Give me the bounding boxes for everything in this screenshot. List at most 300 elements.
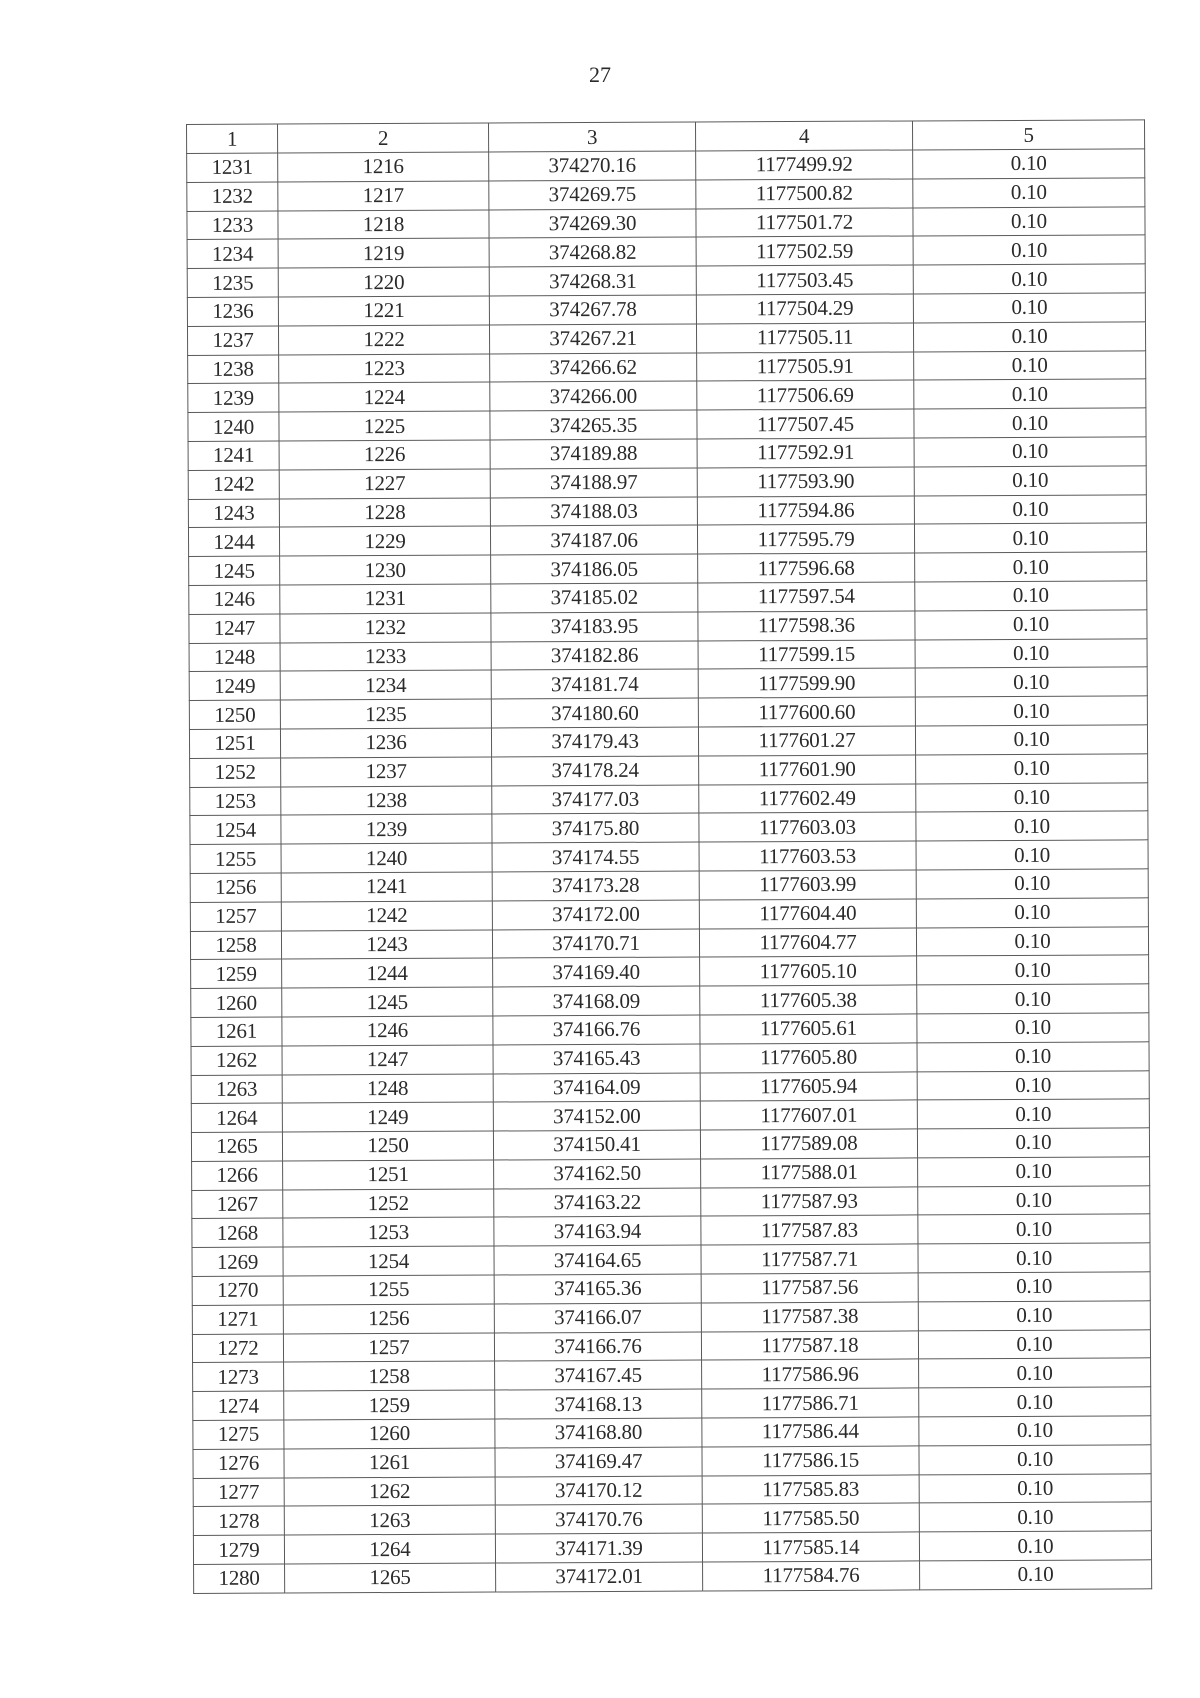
point-number-cell: 1257: [283, 1333, 494, 1363]
x-coordinate-cell: 374170.76: [495, 1504, 702, 1534]
error-cell: 0.10: [916, 926, 1148, 956]
error-cell: 0.10: [918, 1185, 1150, 1215]
error-cell: 0.10: [917, 984, 1149, 1014]
y-coordinate-cell: 1177504.29: [696, 294, 913, 324]
table-row: [190, 782, 1148, 815]
point-index-cell: 1246: [189, 585, 280, 614]
table-row: [189, 696, 1147, 729]
x-coordinate-cell: 374166.76: [494, 1332, 701, 1362]
point-index-cell: 1259: [191, 959, 282, 988]
point-index-cell: 1260: [191, 988, 282, 1017]
table-row: [190, 869, 1148, 902]
x-coordinate-cell: 374164.09: [493, 1072, 700, 1102]
point-number-cell: 1260: [284, 1419, 495, 1449]
table-row: [187, 235, 1145, 268]
y-coordinate-cell: 1177585.14: [702, 1532, 919, 1562]
table-row: [188, 494, 1146, 527]
y-coordinate-cell: 1177601.27: [698, 726, 915, 756]
y-coordinate-cell: 1177604.40: [699, 899, 916, 929]
y-coordinate-cell: 1177605.38: [700, 985, 917, 1015]
error-cell: 0.10: [917, 1128, 1149, 1158]
error-cell: 0.10: [915, 725, 1147, 755]
point-index-cell: 1248: [189, 643, 280, 672]
point-number-cell: 1216: [278, 152, 489, 182]
point-index-cell: 1239: [188, 383, 279, 412]
error-cell: 0.10: [916, 782, 1148, 812]
column-header: 3: [488, 122, 695, 152]
table-row: [188, 408, 1146, 441]
table-row: [192, 1185, 1150, 1218]
error-cell: 0.10: [914, 408, 1146, 438]
table-row: [188, 379, 1146, 412]
point-index-cell: 1256: [190, 873, 281, 902]
table-row: [190, 840, 1148, 873]
y-coordinate-cell: 1177503.45: [696, 265, 913, 295]
y-coordinate-cell: 1177603.53: [699, 841, 916, 871]
y-coordinate-cell: 1177587.18: [701, 1331, 918, 1361]
table-row: [193, 1416, 1151, 1449]
error-cell: 0.10: [913, 149, 1145, 179]
x-coordinate-cell: 374182.86: [491, 641, 698, 671]
point-index-cell: 1278: [193, 1506, 284, 1535]
point-index-cell: 1236: [187, 297, 278, 326]
error-cell: 0.10: [914, 350, 1146, 380]
error-cell: 0.10: [913, 293, 1145, 323]
y-coordinate-cell: 1177586.15: [702, 1446, 919, 1476]
y-coordinate-cell: 1177587.83: [701, 1215, 918, 1245]
point-index-cell: 1257: [190, 902, 281, 931]
y-coordinate-cell: 1177506.69: [697, 380, 914, 410]
x-coordinate-cell: 374179.43: [491, 727, 698, 757]
error-cell: 0.10: [914, 379, 1146, 409]
table-row: [192, 1214, 1150, 1247]
x-coordinate-cell: 374268.31: [489, 266, 696, 296]
point-number-cell: 1223: [279, 354, 490, 384]
x-coordinate-cell: 374268.82: [489, 237, 696, 267]
y-coordinate-cell: 1177587.93: [701, 1187, 918, 1217]
x-coordinate-cell: 374181.74: [491, 669, 698, 699]
table-row: [189, 581, 1147, 614]
y-coordinate-cell: 1177586.96: [702, 1359, 919, 1389]
x-coordinate-cell: 374186.05: [491, 554, 698, 584]
table-row: [194, 1560, 1152, 1593]
x-coordinate-cell: 374269.30: [489, 209, 696, 239]
point-number-cell: 1226: [279, 440, 490, 470]
point-number-cell: 1238: [281, 786, 492, 816]
x-coordinate-cell: 374172.00: [492, 900, 699, 930]
error-cell: 0.10: [916, 869, 1148, 899]
point-number-cell: 1240: [281, 843, 492, 873]
table-row: [193, 1387, 1151, 1420]
table-row: [191, 1042, 1149, 1075]
x-coordinate-cell: 374270.16: [489, 151, 696, 181]
x-coordinate-cell: 374167.45: [495, 1360, 702, 1390]
y-coordinate-cell: 1177605.80: [700, 1043, 917, 1073]
y-coordinate-cell: 1177585.50: [702, 1503, 919, 1533]
y-coordinate-cell: 1177605.94: [700, 1071, 917, 1101]
error-cell: 0.10: [917, 1042, 1149, 1072]
error-cell: 0.10: [914, 494, 1146, 524]
y-coordinate-cell: 1177584.76: [703, 1561, 920, 1591]
point-number-cell: 1217: [278, 181, 489, 211]
table-row: [193, 1531, 1151, 1564]
point-number-cell: 1259: [284, 1390, 495, 1420]
point-number-cell: 1251: [283, 1160, 494, 1190]
table-row: [193, 1358, 1151, 1391]
point-number-cell: 1254: [283, 1246, 494, 1276]
point-number-cell: 1221: [278, 296, 489, 326]
error-cell: 0.10: [916, 754, 1148, 784]
x-coordinate-cell: 374269.75: [489, 180, 696, 210]
x-coordinate-cell: 374165.36: [494, 1274, 701, 1304]
y-coordinate-cell: 1177603.99: [699, 870, 916, 900]
point-index-cell: 1279: [193, 1535, 284, 1564]
y-coordinate-cell: 1177588.01: [701, 1158, 918, 1188]
x-coordinate-cell: 374163.94: [494, 1216, 701, 1246]
point-index-cell: 1231: [187, 153, 278, 182]
x-coordinate-cell: 374189.88: [490, 439, 697, 469]
point-index-cell: 1237: [187, 326, 278, 355]
table-row: [191, 955, 1149, 988]
table-row: [191, 1070, 1149, 1103]
error-cell: 0.10: [914, 523, 1146, 553]
point-number-cell: 1244: [282, 958, 493, 988]
y-coordinate-cell: 1177598.36: [698, 611, 915, 641]
x-coordinate-cell: 374267.78: [489, 295, 696, 325]
point-index-cell: 1258: [190, 931, 281, 960]
error-cell: 0.10: [916, 811, 1148, 841]
table-row: [189, 638, 1147, 671]
point-index-cell: 1261: [191, 1017, 282, 1046]
x-coordinate-cell: 374170.12: [495, 1476, 702, 1506]
error-cell: 0.10: [918, 1272, 1150, 1302]
x-coordinate-cell: 374169.40: [493, 957, 700, 987]
x-coordinate-cell: 374150.41: [493, 1130, 700, 1160]
error-cell: 0.10: [913, 264, 1145, 294]
x-coordinate-cell: 374172.01: [496, 1562, 703, 1592]
x-coordinate-cell: 374183.95: [491, 612, 698, 642]
x-coordinate-cell: 374162.50: [494, 1159, 701, 1189]
point-index-cell: 1247: [189, 614, 280, 643]
point-index-cell: 1276: [193, 1449, 284, 1478]
point-index-cell: 1271: [192, 1305, 283, 1334]
point-number-cell: 1229: [279, 526, 490, 556]
point-number-cell: 1252: [283, 1189, 494, 1219]
y-coordinate-cell: 1177500.82: [696, 179, 913, 209]
error-cell: 0.10: [919, 1473, 1151, 1503]
table-row: [192, 1157, 1150, 1190]
y-coordinate-cell: 1177587.38: [701, 1302, 918, 1332]
y-coordinate-cell: 1177585.83: [702, 1475, 919, 1505]
point-index-cell: 1267: [192, 1190, 283, 1219]
table-row: [193, 1445, 1151, 1478]
point-index-cell: 1233: [187, 211, 278, 240]
point-number-cell: 1224: [279, 382, 490, 412]
error-cell: 0.10: [919, 1445, 1151, 1475]
point-number-cell: 1250: [282, 1131, 493, 1161]
y-coordinate-cell: 1177587.56: [701, 1273, 918, 1303]
error-cell: 0.10: [915, 552, 1147, 582]
x-coordinate-cell: 374163.22: [494, 1188, 701, 1218]
x-coordinate-cell: 374188.03: [490, 497, 697, 527]
error-cell: 0.10: [919, 1502, 1151, 1532]
point-number-cell: 1232: [280, 613, 491, 643]
error-cell: 0.10: [915, 581, 1147, 611]
x-coordinate-cell: 374175.80: [492, 813, 699, 843]
error-cell: 0.10: [918, 1157, 1150, 1187]
point-index-cell: 1270: [192, 1276, 283, 1305]
x-coordinate-cell: 374185.02: [491, 583, 698, 613]
table-row: [189, 725, 1147, 758]
point-number-cell: 1227: [279, 469, 490, 499]
table-row: [191, 1099, 1149, 1132]
point-index-cell: 1280: [194, 1564, 285, 1593]
y-coordinate-cell: 1177602.49: [699, 783, 916, 813]
point-number-cell: 1258: [284, 1361, 495, 1391]
y-coordinate-cell: 1177603.03: [699, 812, 916, 842]
point-index-cell: 1277: [193, 1478, 284, 1507]
point-index-cell: 1272: [192, 1334, 283, 1363]
error-cell: 0.10: [915, 610, 1147, 640]
y-coordinate-cell: 1177505.11: [696, 323, 913, 353]
point-number-cell: 1246: [282, 1016, 493, 1046]
x-coordinate-cell: 374168.13: [495, 1389, 702, 1419]
table-row: [189, 610, 1147, 643]
x-coordinate-cell: 374174.55: [492, 842, 699, 872]
x-coordinate-cell: 374266.62: [490, 353, 697, 383]
point-index-cell: 1244: [188, 527, 279, 556]
table-row: [188, 523, 1146, 556]
error-cell: 0.10: [917, 1013, 1149, 1043]
point-index-cell: 1249: [189, 671, 280, 700]
point-number-cell: 1231: [280, 584, 491, 614]
y-coordinate-cell: 1177595.79: [697, 524, 914, 554]
table-row: [189, 552, 1147, 585]
point-number-cell: 1237: [281, 757, 492, 787]
y-coordinate-cell: 1177605.10: [700, 956, 917, 986]
x-coordinate-cell: 374187.06: [490, 525, 697, 555]
y-coordinate-cell: 1177586.71: [702, 1388, 919, 1418]
x-coordinate-cell: 374178.24: [492, 756, 699, 786]
point-index-cell: 1252: [190, 758, 281, 787]
y-coordinate-cell: 1177502.59: [696, 236, 913, 266]
point-number-cell: 1235: [280, 699, 491, 729]
table-row: [190, 811, 1148, 844]
error-cell: 0.10: [917, 955, 1149, 985]
point-number-cell: 1253: [283, 1217, 494, 1247]
point-index-cell: 1263: [191, 1075, 282, 1104]
point-index-cell: 1268: [192, 1219, 283, 1248]
point-number-cell: 1234: [280, 670, 491, 700]
column-header: 2: [278, 123, 489, 153]
x-coordinate-cell: 374173.28: [492, 871, 699, 901]
y-coordinate-cell: 1177605.61: [700, 1014, 917, 1044]
x-coordinate-cell: 374266.00: [490, 381, 697, 411]
table-row: [187, 178, 1145, 211]
point-number-cell: 1242: [281, 901, 492, 931]
error-cell: 0.10: [916, 840, 1148, 870]
point-number-cell: 1228: [279, 498, 490, 528]
y-coordinate-cell: 1177607.01: [700, 1100, 917, 1130]
error-cell: 0.10: [915, 638, 1147, 668]
error-cell: 0.10: [913, 235, 1145, 265]
point-index-cell: 1242: [188, 470, 279, 499]
point-number-cell: 1248: [282, 1074, 493, 1104]
point-index-cell: 1266: [192, 1161, 283, 1190]
point-index-cell: 1250: [189, 700, 280, 729]
page-number: 27: [589, 62, 611, 87]
point-number-cell: 1236: [280, 728, 491, 758]
point-index-cell: 1275: [193, 1420, 284, 1449]
y-coordinate-cell: 1177505.91: [697, 352, 914, 382]
x-coordinate-cell: 374267.21: [489, 324, 696, 354]
y-coordinate-cell: 1177501.72: [696, 208, 913, 238]
table-row: [191, 1128, 1149, 1161]
point-number-cell: 1255: [283, 1275, 494, 1305]
point-number-cell: 1220: [278, 267, 489, 297]
point-number-cell: 1241: [281, 872, 492, 902]
point-number-cell: 1247: [282, 1045, 493, 1075]
x-coordinate-cell: 374188.97: [490, 468, 697, 498]
y-coordinate-cell: 1177592.91: [697, 438, 914, 468]
point-number-cell: 1256: [283, 1304, 494, 1334]
error-cell: 0.10: [913, 178, 1145, 208]
point-number-cell: 1219: [278, 238, 489, 268]
coordinates-table: [186, 119, 1152, 1594]
column-header: 4: [695, 121, 912, 151]
x-coordinate-cell: 374169.47: [495, 1447, 702, 1477]
table-row: [187, 293, 1145, 326]
table-row: [187, 264, 1145, 297]
point-index-cell: 1245: [189, 556, 280, 585]
error-cell: 0.10: [915, 696, 1147, 726]
point-number-cell: 1262: [284, 1477, 495, 1507]
x-coordinate-cell: 374177.03: [492, 785, 699, 815]
table-row: [188, 350, 1146, 383]
x-coordinate-cell: 374152.00: [493, 1101, 700, 1131]
y-coordinate-cell: 1177507.45: [697, 409, 914, 439]
x-coordinate-cell: 374265.35: [490, 410, 697, 440]
x-coordinate-cell: 374170.71: [492, 929, 699, 959]
error-cell: 0.10: [919, 1387, 1151, 1417]
point-index-cell: 1265: [191, 1132, 282, 1161]
x-coordinate-cell: 374168.80: [495, 1418, 702, 1448]
table-row: [190, 898, 1148, 931]
point-number-cell: 1264: [284, 1534, 495, 1564]
table-row: [192, 1301, 1150, 1334]
y-coordinate-cell: 1177599.15: [698, 639, 915, 669]
point-index-cell: 1274: [193, 1391, 284, 1420]
point-number-cell: 1243: [281, 930, 492, 960]
point-index-cell: 1255: [190, 844, 281, 873]
y-coordinate-cell: 1177499.92: [696, 150, 913, 180]
error-cell: 0.10: [918, 1243, 1150, 1273]
point-number-cell: 1222: [278, 325, 489, 355]
error-cell: 0.10: [917, 1070, 1149, 1100]
error-cell: 0.10: [920, 1560, 1152, 1590]
x-coordinate-cell: 374168.09: [493, 986, 700, 1016]
error-cell: 0.10: [919, 1358, 1151, 1388]
table-row: [188, 437, 1146, 470]
table-row: [190, 754, 1148, 787]
error-cell: 0.10: [914, 466, 1146, 496]
x-coordinate-cell: 374180.60: [491, 698, 698, 728]
y-coordinate-cell: 1177601.90: [699, 755, 916, 785]
point-index-cell: 1251: [189, 729, 280, 758]
point-number-cell: 1245: [282, 987, 493, 1017]
y-coordinate-cell: 1177593.90: [697, 467, 914, 497]
error-cell: 0.10: [918, 1301, 1150, 1331]
point-index-cell: 1253: [190, 787, 281, 816]
point-number-cell: 1218: [278, 210, 489, 240]
y-coordinate-cell: 1177587.71: [701, 1244, 918, 1274]
y-coordinate-cell: 1177586.44: [702, 1417, 919, 1447]
y-coordinate-cell: 1177599.90: [698, 668, 915, 698]
error-cell: 0.10: [914, 437, 1146, 467]
column-header: 1: [187, 124, 278, 153]
point-index-cell: 1269: [192, 1247, 283, 1276]
point-index-cell: 1264: [191, 1103, 282, 1132]
y-coordinate-cell: 1177589.08: [700, 1129, 917, 1159]
point-number-cell: 1225: [279, 411, 490, 441]
table-row: [192, 1329, 1150, 1362]
point-index-cell: 1240: [188, 412, 279, 441]
table-row: [191, 1013, 1149, 1046]
point-number-cell: 1230: [280, 555, 491, 585]
point-index-cell: 1254: [190, 815, 281, 844]
x-coordinate-cell: 374166.76: [493, 1015, 700, 1045]
y-coordinate-cell: 1177597.54: [698, 582, 915, 612]
point-index-cell: 1262: [191, 1046, 282, 1075]
point-index-cell: 1234: [187, 239, 278, 268]
error-cell: 0.10: [913, 206, 1145, 236]
error-cell: 0.10: [919, 1416, 1151, 1446]
error-cell: 0.10: [918, 1214, 1150, 1244]
point-index-cell: 1238: [188, 355, 279, 384]
point-number-cell: 1261: [284, 1448, 495, 1478]
point-index-cell: 1235: [187, 268, 278, 297]
x-coordinate-cell: 374171.39: [495, 1533, 702, 1563]
y-coordinate-cell: 1177596.68: [698, 553, 915, 583]
error-cell: 0.10: [913, 322, 1145, 352]
y-coordinate-cell: 1177604.77: [699, 927, 916, 957]
error-cell: 0.10: [915, 667, 1147, 697]
x-coordinate-cell: 374164.65: [494, 1245, 701, 1275]
column-header: 5: [912, 120, 1144, 150]
table-row: [190, 926, 1148, 959]
point-number-cell: 1263: [284, 1505, 495, 1535]
table-row: [187, 206, 1145, 239]
error-cell: 0.10: [918, 1329, 1150, 1359]
point-index-cell: 1273: [193, 1363, 284, 1392]
point-number-cell: 1239: [281, 814, 492, 844]
table-header-row: [187, 120, 1145, 154]
table-row: [192, 1243, 1150, 1276]
table-row: [193, 1502, 1151, 1535]
point-number-cell: 1233: [280, 642, 491, 672]
x-coordinate-cell: 374165.43: [493, 1044, 700, 1074]
table-row: [188, 466, 1146, 499]
point-index-cell: 1241: [188, 441, 279, 470]
table-row: [187, 322, 1145, 355]
y-coordinate-cell: 1177594.86: [697, 496, 914, 526]
table-row: [192, 1272, 1150, 1305]
x-coordinate-cell: 374166.07: [494, 1303, 701, 1333]
table-row: [193, 1473, 1151, 1506]
point-number-cell: 1265: [285, 1563, 496, 1593]
table-row: [189, 667, 1147, 700]
error-cell: 0.10: [917, 1099, 1149, 1129]
